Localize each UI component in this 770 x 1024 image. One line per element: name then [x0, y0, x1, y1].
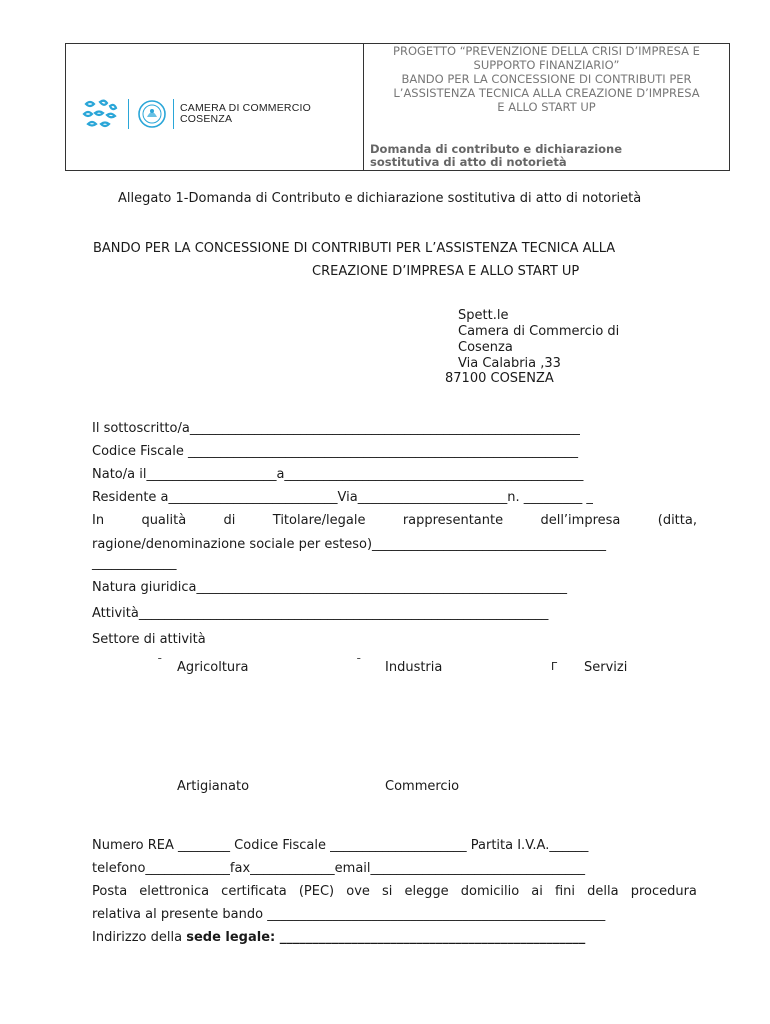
- pec-word: fini: [554, 884, 576, 899]
- recipient-line: Cosenza: [458, 340, 513, 355]
- pec-word: si: [382, 884, 393, 899]
- recipient-line: Camera di Commercio di: [458, 324, 620, 339]
- pec-word: (PEC): [298, 884, 335, 899]
- logo-divider: [173, 99, 174, 129]
- industria-checkbox[interactable]: ¯: [356, 656, 362, 669]
- bando-title-line2: CREAZIONE D’IMPRESA E ALLO START UP: [312, 264, 580, 279]
- pec-word: procedura: [630, 884, 697, 899]
- project-title: [370, 44, 723, 114]
- pec-word: elegge: [404, 884, 449, 899]
- pec-word: ai: [531, 884, 543, 899]
- settore-label: Settore di attività: [92, 632, 206, 647]
- logo-text-line1: CAMERA DI COMMERCIO: [180, 102, 311, 114]
- qualita-word: In: [92, 513, 105, 528]
- natura-giuridica-field[interactable]: Natura giuridica_________________________________________________________: [92, 580, 568, 595]
- project-line: E ALLO START UP: [497, 100, 596, 114]
- indirizzo-sede-field[interactable]: [92, 930, 585, 945]
- agricoltura-checkbox[interactable]: ¯: [157, 656, 163, 669]
- project-line: L’ASSISTENZA TECNICA ALLA CREAZIONE D’IMPRESA: [393, 86, 700, 100]
- swirl-logo-icon: [80, 98, 120, 130]
- numero-rea-field[interactable]: Numero REA ________ Codice Fiscale _____________________ Partita I.V.A.______: [92, 838, 589, 853]
- qualita-word: rappresentante: [402, 513, 504, 528]
- sottoscritto-field[interactable]: Il sottoscritto/a____________________________________________________________: [92, 421, 580, 436]
- recipient-line: Via Calabria ,33: [458, 356, 561, 371]
- pec-word: certificata: [221, 884, 287, 899]
- relativa-field[interactable]: relativa al presente bando ____________________________________________________: [92, 907, 606, 922]
- domanda-title: [370, 143, 725, 169]
- codice-fiscale-field[interactable]: Codice Fiscale ____________________________________________________________: [92, 444, 578, 459]
- ragione-cont-field[interactable]: _____________: [92, 556, 177, 571]
- nato-field[interactable]: Nato/a il____________________a______________________________________________: [92, 467, 584, 482]
- qualita-word: qualità: [141, 513, 187, 528]
- project-info-cell: [364, 44, 729, 170]
- recipient-line: Spett.le: [458, 308, 509, 323]
- header-table: [65, 43, 730, 171]
- logo-text-line2: COSENZA: [180, 113, 233, 125]
- logo-text: [180, 103, 311, 125]
- project-line: BANDO PER LA CONCESSIONE DI CONTRIBUTI PER: [401, 72, 692, 86]
- indirizzo-prefix: Indirizzo della: [92, 930, 187, 945]
- pec-word: elettronica: [139, 884, 210, 899]
- pec-word: della: [587, 884, 619, 899]
- logo-divider: [128, 99, 129, 129]
- logo-cell: [66, 44, 364, 170]
- project-line: PROGETTO “PREVENZIONE DELLA CRISI D’IMPRESA E: [393, 44, 700, 58]
- artigianato-label: Artigianato: [177, 779, 250, 794]
- qualita-word: Titolare/legale: [272, 513, 366, 528]
- bando-title-line1: BANDO PER LA CONCESSIONE DI CONTRIBUTI PER L’ASSISTENZA TECNICA ALLA: [93, 241, 616, 256]
- domanda-line: Domanda di contributo e dichiarazione: [370, 142, 623, 156]
- industria-label: Industria: [385, 660, 443, 675]
- servizi-label: Servizi: [584, 660, 628, 675]
- pec-word: domicilio: [460, 884, 520, 899]
- qualita-row: [92, 513, 697, 528]
- pec-row: [92, 884, 697, 899]
- seal-icon: [137, 99, 167, 129]
- attivita-field[interactable]: Attività_______________________________________________________________: [92, 606, 549, 621]
- commercio-label: Commercio: [385, 779, 460, 794]
- allegato-title: Allegato 1-Domanda di Contributo e dichiarazione sostitutiva di atto di notorietà: [118, 191, 642, 206]
- project-line: SUPPORTO FINANZIARIO”: [473, 58, 620, 72]
- domanda-line: sostitutiva di atto di notorietà: [370, 155, 567, 169]
- qualita-word: (ditta,: [657, 513, 697, 528]
- pec-word: ove: [346, 884, 370, 899]
- residente-field[interactable]: Residente a__________________________Via_______________________n. _________ _: [92, 490, 593, 505]
- recipient-line: 87100 COSENZA: [445, 371, 554, 386]
- qualita-word: dell’impresa: [540, 513, 621, 528]
- telefono-field[interactable]: telefono_____________fax_____________email_________________________________: [92, 861, 586, 876]
- qualita-word: di: [223, 513, 236, 528]
- ragione-field[interactable]: ragione/denominazione sociale per esteso)____________________________________: [92, 537, 607, 552]
- pec-word: Posta: [92, 884, 128, 899]
- agricoltura-label: Agricoltura: [177, 660, 249, 675]
- sede-legale-label: sede legale:: [186, 930, 280, 945]
- servizi-checkbox[interactable]: Γ: [551, 660, 558, 673]
- sede-legale-line[interactable]: _______________________________________________: [279, 930, 586, 945]
